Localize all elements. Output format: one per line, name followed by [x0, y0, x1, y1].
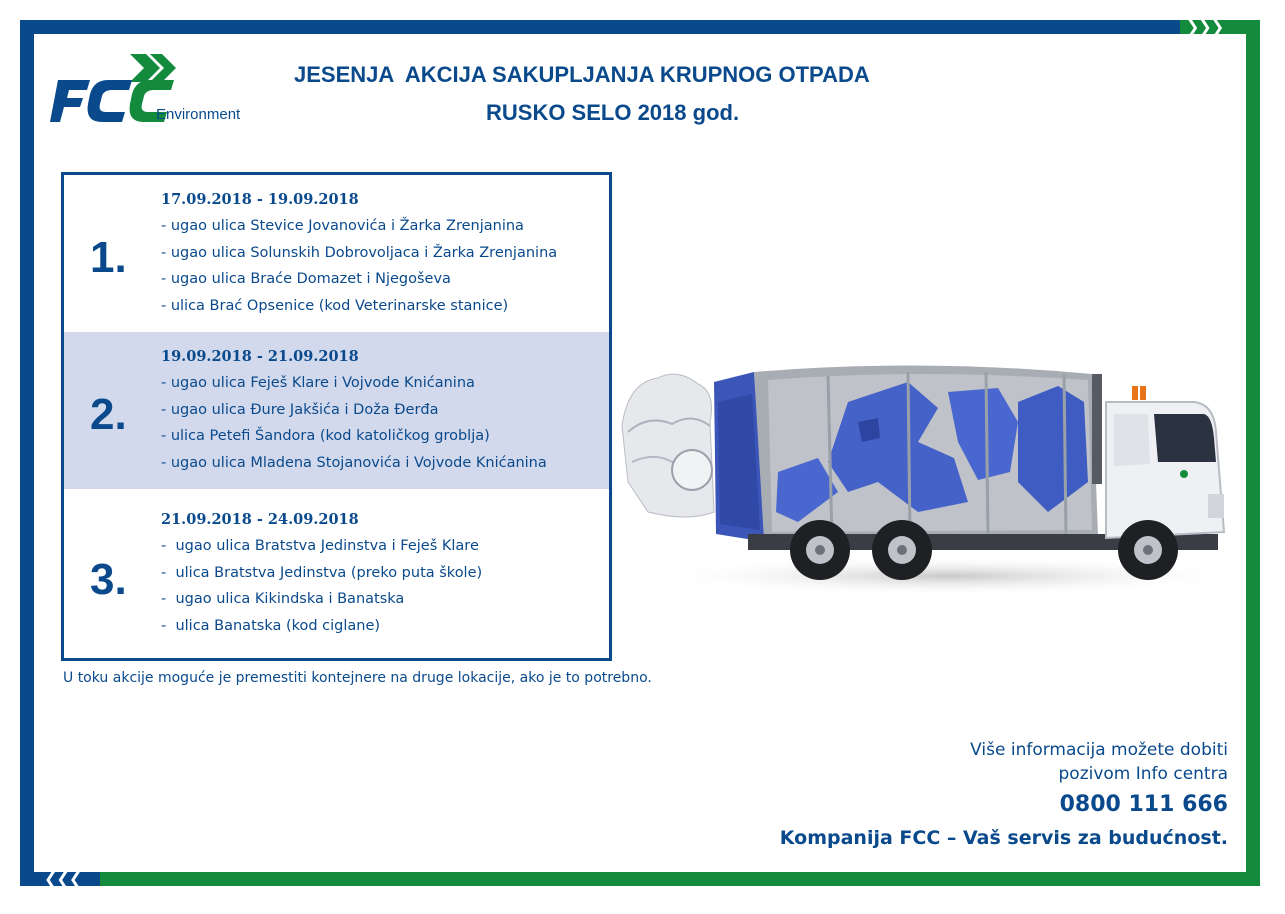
frame-top-blue — [20, 17, 1225, 36]
period-dates: 21.09.2018 - 24.09.2018 — [161, 511, 359, 528]
frame-bottom-green — [100, 872, 1260, 886]
period-dates: 19.09.2018 - 21.09.2018 — [161, 348, 359, 365]
schedule-box — [61, 172, 612, 661]
schedule-period-2 — [64, 332, 609, 489]
period-entries — [161, 344, 547, 476]
location-item: - ugao ulica Solunskih Dobrovoljaca i Žarka Zrenjanina — [161, 244, 558, 261]
location-item: - ugao ulica Kikindska i Banatska — [161, 591, 405, 607]
period-number: 1. — [90, 233, 127, 282]
period-number: 2. — [90, 390, 127, 439]
frame-right-green — [1246, 20, 1260, 886]
chevrons-right-icon: ❯❯❯ — [1186, 17, 1224, 36]
location-item: - ugao ulica Đure Jakšića i Doža Đerđa — [161, 401, 439, 418]
schedule-period-1 — [64, 175, 609, 332]
period-entries — [161, 507, 482, 639]
info-center-phone: 0800 111 666 — [1059, 792, 1228, 817]
contact-info-line2: pozivom Info centra — [1058, 764, 1228, 784]
contact-info-line1: Više informacija možete dobiti — [970, 740, 1228, 760]
fcc-logo — [50, 52, 260, 128]
period-entries — [161, 187, 557, 319]
location-item: - ugao ulica Mladena Stojanovića i Vojvode Knićanina — [161, 454, 547, 471]
location-item: - ugao ulica Feješ Klare i Vojvode Knićanina — [161, 375, 475, 391]
chevrons-left-icon: ❮❮❮ — [44, 869, 82, 888]
logo-subtitle: Environment — [156, 106, 241, 123]
page-title: JESENJA AKCIJA SAKUPLJANJA KRUPNOG OTPADA — [294, 62, 870, 87]
location-item: - ulica Bratstva Jedinstva (preko puta škole) — [161, 564, 483, 581]
location-item: - ulica Banatska (kod ciglane) — [161, 617, 381, 634]
location-item: - ulica Brać Opsenice (kod Veterinarske stanice) — [161, 297, 509, 314]
garbage-truck-image — [618, 362, 1230, 598]
location-item: - ugao ulica Braće Domazet i Njegoševa — [161, 271, 451, 287]
location-item: - ugao ulica Stevice Jovanovića i Žarka Zrenjanina — [161, 218, 524, 234]
location-item: - ugao ulica Bratstva Jedinstva i Feješ Klare — [161, 538, 479, 554]
frame-left-blue — [20, 20, 34, 886]
schedule-period-3 — [64, 489, 609, 658]
company-slogan: Kompanija FCC – Vaš servis za budućnost. — [779, 827, 1228, 849]
location-item: - ulica Petefi Šandora (kod katoličkog groblja) — [161, 428, 490, 444]
relocation-note: U toku akcije moguće je premestiti kontejnere na druge lokacije, ako je to potrebno. — [63, 670, 652, 686]
period-number: 3. — [90, 555, 127, 604]
period-dates: 17.09.2018 - 19.09.2018 — [161, 191, 359, 208]
page-subtitle: RUSKO SELO 2018 god. — [486, 100, 740, 125]
garbage-truck-icon — [618, 362, 1230, 598]
